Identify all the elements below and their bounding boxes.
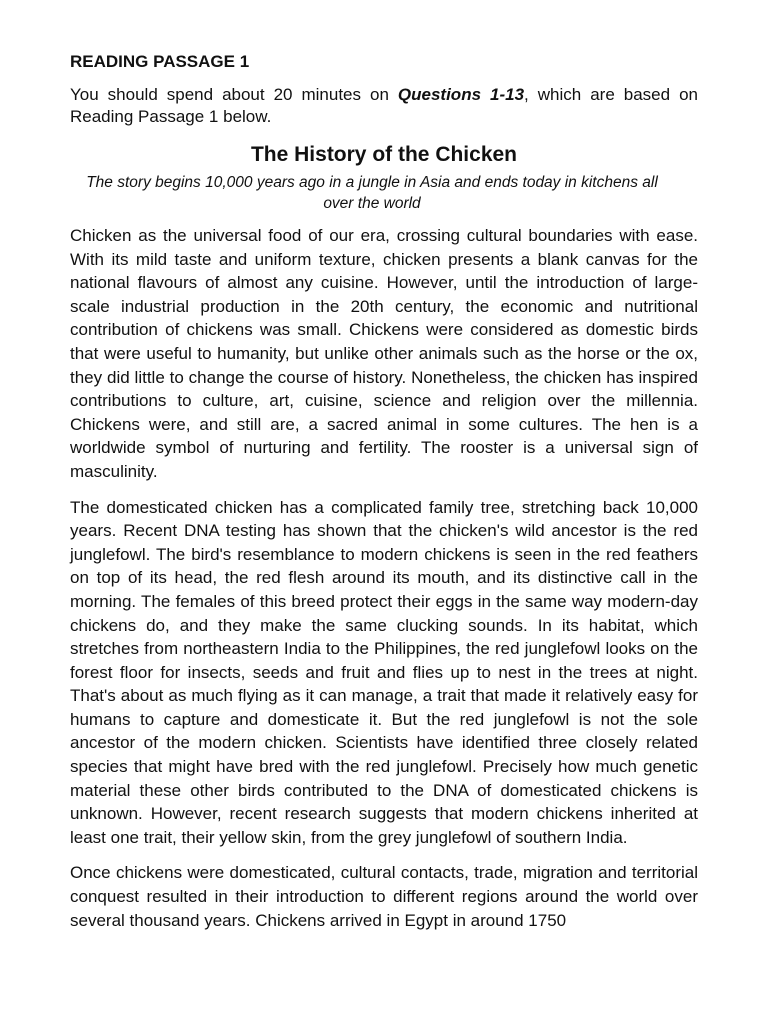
article-paragraph-1: Chicken as the universal food of our era, crossing cultural boundaries with ease. With its mild taste and uniform texture, chicken presents a blank canvas for the national flavours of almost any cuisine. However, until the introduction of large-scale industrial production in the 20th century, the economic and nutritional contribution of chickens was small. Chickens were considered as domestic birds that were useful to humanity, but unlike other animals such as the horse or the ox, they did little to change the course of history. Nonetheless, the chicken has inspired contributions to culture, art, cuisine, science and religion over the millennia. Chickens were, and still are, a sacred animal in some cultures. The hen is a worldwide symbol of nurturing and fertility. The rooster is a universal sign of masculinity. <box>70 226 698 481</box>
section-heading: READING PASSAGE 1 <box>70 52 250 71</box>
article-paragraph-3: Once chickens were domesticated, cultural contacts, trade, migration and territorial conquest resulted in their introduction to different regions around the world over several thousand years. Chickens arrived in Egypt in around 1750 <box>70 863 698 930</box>
article-title: The History of the Chicken <box>250 143 518 166</box>
instructions-emphasis: Questions 1-13 <box>397 85 525 104</box>
instructions-prefix: You should spend about 20 minutes on <box>70 85 398 104</box>
article-paragraph-2: The domesticated chicken has a complicated family tree, stretching back 10,000 years. Recent DNA testing has shown that the chicken's wild ancestor is the red junglefowl. The bird's resemblance to modern chickens is seen in the red feathers on top of its head, the red flesh around its mouth, and its distinctive call in the morning. The females of this breed protect their eggs in the same way modern-day chickens do, and they make the same clucking sounds. In its habitat, which stretches from northeastern India to the Philippines, the red junglefowl looks on the forest floor for insects, seeds and fruit and flies up to nest in the trees at night. That's about as much flying as it can manage, a trait that made it relatively easy for humans to capture and domesticate it. But the red junglefowl is not the sole ancestor of the modern chicken. Scientists have identified three closely related species that might have bred with the red junglefowl. Precisely how much genetic material these other birds contributed to the DNA of domesticated chickens is unknown. However, recent research suggests that modern chickens inherited at least one trait, their yellow skin, from the grey junglefowl of southern India. <box>70 497 698 847</box>
instructions-suffix: , which are based on Reading Passage 1 below. <box>70 85 698 126</box>
instructions <box>70 84 698 128</box>
article-subtitle: The story begins 10,000 years ago in a jungle in Asia and ends today in kitchens all over the world <box>86 174 658 212</box>
